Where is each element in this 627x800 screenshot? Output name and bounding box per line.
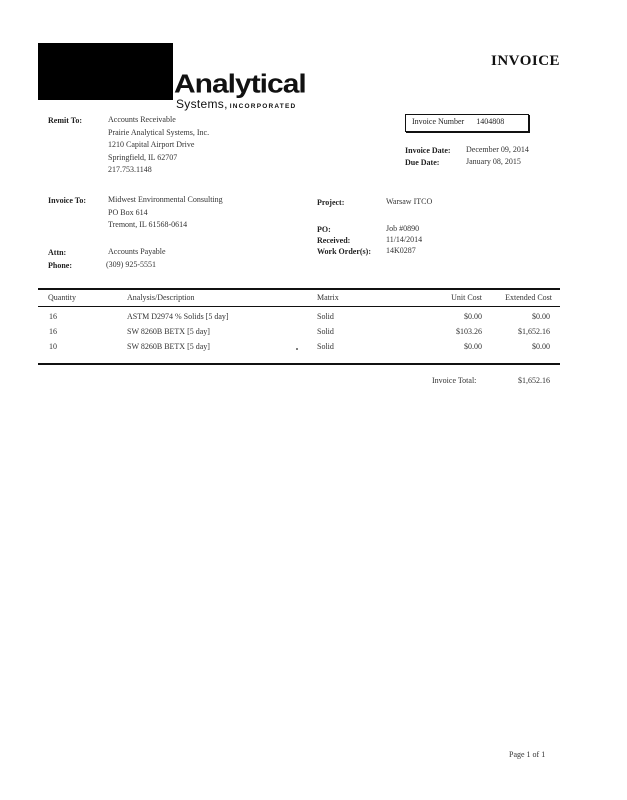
received-label: Received:	[317, 236, 351, 245]
invoice-to-line: Tremont, IL 61568-0614	[108, 220, 188, 229]
row-2-quantity: 16	[49, 327, 57, 336]
invoice-number-label: Invoice Number	[412, 117, 465, 126]
invoice-total-label: Invoice Total:	[432, 376, 477, 385]
row-1-quantity: 16	[49, 312, 57, 321]
invoice-date-value: December 09, 2014	[466, 145, 529, 154]
row-3-unit-cost: $0.00	[464, 342, 482, 351]
remit-line: Accounts Receivable	[108, 115, 176, 124]
row-1-matrix: Solid	[317, 312, 334, 321]
invoice-to-line: PO Box 614	[108, 207, 148, 217]
document-title: INVOICE	[491, 53, 561, 69]
logo-incorporated: INCORPORATED	[229, 103, 297, 110]
invoice-number-value: 1404808	[476, 117, 505, 126]
po-label: PO:	[317, 225, 331, 234]
header-quantity: Quantity	[48, 293, 76, 302]
due-date-value: January 08, 2015	[466, 157, 521, 166]
invoice-date-label: Invoice Date:	[405, 146, 451, 155]
remit-line: Prairie Analytical Systems, Inc.	[108, 127, 210, 137]
scan-speck	[296, 348, 298, 350]
table-bottom-rule	[38, 363, 560, 365]
row-1-analysis: ASTM D2974 % Solids [5 day]	[127, 312, 229, 321]
row-2-extended-cost: $1,652.16	[518, 327, 550, 336]
remit-to-label: Remit To:	[48, 116, 82, 125]
due-date-label: Due Date:	[405, 158, 440, 167]
phone-value: (309) 925-5551	[106, 260, 156, 269]
attn-value: Accounts Payable	[108, 247, 166, 256]
remit-to-address	[108, 114, 209, 177]
row-3-quantity: 10	[49, 342, 57, 351]
invoice-to-label: Invoice To:	[48, 196, 87, 205]
row-2-unit-cost: $103.26	[456, 327, 482, 336]
attn-label: Attn:	[48, 248, 67, 257]
project-label: Project:	[317, 198, 345, 207]
remit-line: 1210 Capital Airport Drive	[108, 140, 195, 149]
header-extended-cost: Extended Cost	[505, 293, 552, 302]
row-3-analysis: SW 8260B BETX [5 day]	[127, 342, 210, 351]
phone-label: Phone:	[48, 261, 72, 270]
row-1-unit-cost: $0.00	[464, 312, 482, 321]
remit-line: Springfield, IL 62707	[108, 152, 178, 162]
header-matrix: Matrix	[317, 293, 339, 302]
page-number: Page 1 of 1	[509, 750, 546, 759]
row-3-extended-cost: $0.00	[532, 342, 550, 351]
company-logo-subtitle	[176, 97, 296, 111]
invoice-number-box	[405, 114, 529, 132]
header-unit-cost: Unit Cost	[451, 293, 482, 302]
row-1-extended-cost: $0.00	[532, 312, 550, 321]
project-value: Warsaw ITCO	[386, 197, 433, 206]
table-top-rule	[38, 288, 560, 290]
company-logo-name: Analytical	[174, 70, 306, 99]
po-value: Job #0890	[386, 224, 420, 233]
row-2-matrix: Solid	[317, 327, 334, 336]
invoice-to-line: Midwest Environmental Consulting	[108, 195, 223, 204]
invoice-total-value: $1,652.16	[518, 376, 550, 385]
redacted-logo-block	[38, 43, 173, 100]
row-2-analysis: SW 8260B BETX [5 day]	[127, 327, 210, 336]
header-analysis: Analysis/Description	[127, 293, 195, 302]
invoice-to-address	[108, 194, 223, 232]
row-3-matrix: Solid	[317, 342, 334, 351]
received-value: 11/14/2014	[386, 235, 423, 244]
table-header-rule	[38, 306, 560, 307]
work-orders-value: 14K0287	[386, 246, 416, 255]
logo-systems: Systems,	[176, 97, 228, 111]
work-orders-label: Work Order(s):	[317, 247, 371, 256]
remit-line: 217.753.1148	[108, 165, 152, 174]
